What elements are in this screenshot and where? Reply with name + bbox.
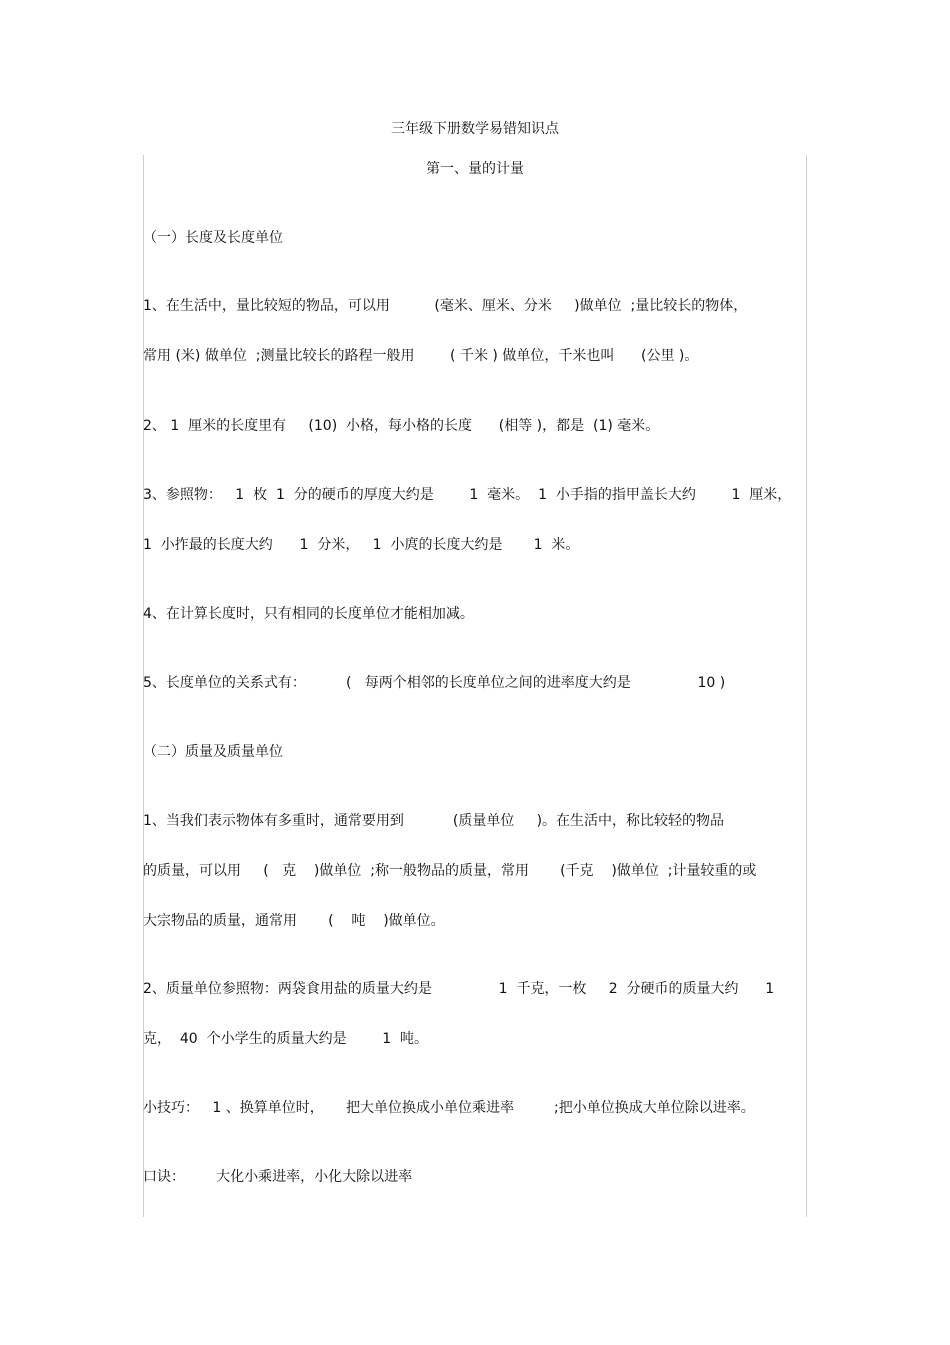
length-point-2: 2、 1 厘米的长度里有 (10) 小格，每小格的长度 (相等 )，都是 (1) 毫米。 bbox=[143, 418, 660, 434]
length-point-3-line-1: 3、参照物： 1 枚 1 分的硬币的厚度大约是 1 毫米。 1 小手指的指甲盖长大约 1 厘米， bbox=[143, 487, 792, 503]
mass-point-1-line-2: 的质量，可以用 ( 克 )做单位 ;称一般物品的质量，常用 (千克 )做单位 ;计量较重的或 bbox=[143, 863, 757, 879]
mass-point-1-line-3: 大宗物品的质量，通常用 ( 吨 )做单位。 bbox=[143, 913, 445, 929]
mass-point-1-line-1: 1、当我们表示物体有多重时，通常要用到 (质量单位 )。在生活中，称比较轻的物品 bbox=[143, 813, 725, 829]
right-border-line bbox=[806, 155, 807, 1217]
tip-line: 小技巧： 1 、换算单位时， 把大单位换成小单位乘进率 ;把小单位换成大单位除以进率。 bbox=[143, 1100, 755, 1116]
length-point-5: 5、长度单位的关系式有： ( 每两个相邻的长度单位之间的进率度大约是 10 ) bbox=[143, 675, 726, 691]
section-heading-length: （一）长度及长度单位 bbox=[143, 230, 283, 246]
length-point-1-line-2: 常用 (米) 做单位 ;测量比较长的路程一般用 ( 千米 ) 做单位，千米也叫 (公里 )。 bbox=[143, 348, 699, 364]
length-point-4: 4、在计算长度时，只有相同的长度单位才能相加减。 bbox=[143, 606, 474, 622]
mass-point-2-line-1: 2、质量单位参照物：两袋食用盐的质量大约是 1 千克，一枚 2 分硬币的质量大约 1 bbox=[143, 981, 775, 997]
document-title: 三年级下册数学易错知识点 bbox=[391, 121, 559, 137]
section-heading-mass: （二）质量及质量单位 bbox=[143, 744, 283, 760]
chapter-heading: 第一、量的计量 bbox=[426, 161, 524, 177]
mass-point-2-line-2: 克， 40 个小学生的质量大约是 1 吨。 bbox=[143, 1031, 429, 1047]
rhyme-line: 口诀： 大化小乘进率，小化大除以进率 bbox=[143, 1169, 413, 1185]
length-point-1-line-1: 1、在生活中，量比较短的物品，可以用 (毫米、厘米、分米 )做单位 ;量比较长的物体， bbox=[143, 298, 748, 314]
length-point-3-line-2: 1 小拃最的长度大约 1 分米， 1 小庹的长度大约是 1 米。 bbox=[143, 537, 580, 553]
